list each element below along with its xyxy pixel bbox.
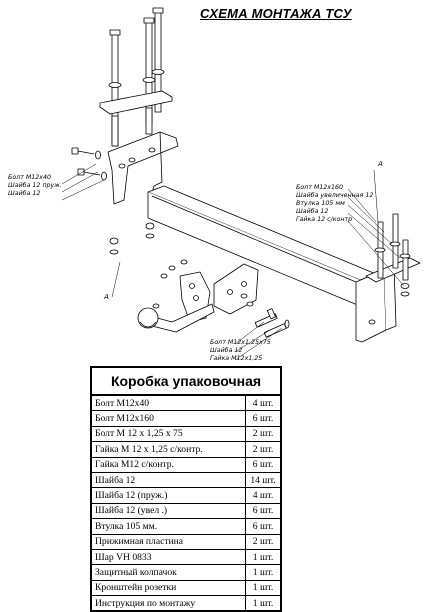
item-qty: 1 шт. — [246, 596, 282, 612]
callout-bottom-line: Шайба 12 — [210, 347, 243, 354]
callout-left-line: Болт M12x40 — [8, 174, 52, 181]
item-name: Инструкция по монтажу — [91, 596, 246, 612]
item-qty: 4 шт. — [246, 395, 282, 411]
item-qty: 1 шт. — [246, 549, 282, 564]
table-row — [91, 426, 281, 441]
tow-ball — [138, 308, 158, 328]
table-row — [91, 596, 281, 612]
table-row — [91, 457, 281, 472]
lower-nuts-left — [110, 223, 154, 254]
item-name: Прижимная пластина — [91, 534, 246, 549]
callout-right-line: Шайба увеличенная 12 — [296, 192, 374, 199]
item-qty: 6 шт. — [246, 411, 282, 426]
item-name: Гайка М 12 х 1,25 с/контр. — [91, 442, 246, 457]
table-row — [91, 519, 281, 534]
item-name: Болт M12x40 — [91, 395, 246, 411]
item-qty: 1 шт. — [246, 565, 282, 580]
item-name: Кронштейн розетки — [91, 580, 246, 595]
item-name: Шайба 12 — [91, 472, 246, 487]
callout-right-group — [296, 184, 373, 224]
item-qty: 1 шт. — [246, 580, 282, 595]
packing-list-heading: Коробка упаковочная — [91, 367, 281, 395]
packing-list-table — [90, 366, 282, 612]
item-name: Болт М 12 х 1,25 х 75 — [91, 426, 246, 441]
item-qty: 2 шт. — [246, 442, 282, 457]
item-qty: 2 шт. — [246, 534, 282, 549]
table-row — [91, 442, 281, 457]
table-row — [91, 565, 281, 580]
item-qty: 6 шт. — [246, 519, 282, 534]
item-qty: 2 шт. — [246, 426, 282, 441]
right-mounting-bracket — [356, 270, 386, 342]
callout-right-line: Гайка 12 с/контр — [296, 216, 353, 223]
table-row — [91, 534, 281, 549]
hook-flange — [214, 264, 258, 314]
item-qty: 6 шт. — [246, 457, 282, 472]
item-name: Шар VH 0833 — [91, 549, 246, 564]
callout-bottom-line: Гайка M12x1,25 — [210, 355, 263, 362]
callout-left-group — [8, 174, 62, 198]
callout-left-line: Шайба 12 — [8, 190, 41, 197]
callout-bottom-group — [210, 339, 271, 363]
item-name: Шайба 12 (пруж.) — [91, 488, 246, 503]
item-qty: 6 шт. — [246, 503, 282, 518]
callout-left-line: Шайба 12 пруж. — [8, 182, 62, 189]
item-name: Защитный колпачок — [91, 565, 246, 580]
diagram-title: СХЕМА МОНТАЖА ТСУ — [200, 6, 352, 21]
callout-right-line: Болт M12x160 — [296, 184, 344, 191]
item-name: Втулка 105 мм. — [91, 519, 246, 534]
section-marker-right: A — [378, 160, 383, 168]
table-row — [91, 472, 281, 487]
item-name: Шайба 12 (увел .) — [91, 503, 246, 518]
callout-right-line: Втулка 105 мм — [296, 200, 345, 207]
table-row — [91, 549, 281, 564]
callout-bottom-line: Болт M12x1,25x75 — [210, 339, 271, 346]
item-qty: 14 шт. — [246, 472, 282, 487]
callout-right-line: Шайба 12 — [296, 208, 329, 215]
table-row — [91, 395, 281, 411]
item-name: Болт M12x160 — [91, 411, 246, 426]
table-row — [91, 580, 281, 595]
item-qty: 4 шт. — [246, 488, 282, 503]
table-row — [91, 503, 281, 518]
section-marker-left: A — [104, 293, 109, 301]
item-name: Гайка М12 с/контр. — [91, 457, 246, 472]
section-line-a-right — [374, 170, 378, 222]
table-row — [91, 411, 281, 426]
section-line-a-left — [112, 262, 120, 297]
table-row — [91, 488, 281, 503]
